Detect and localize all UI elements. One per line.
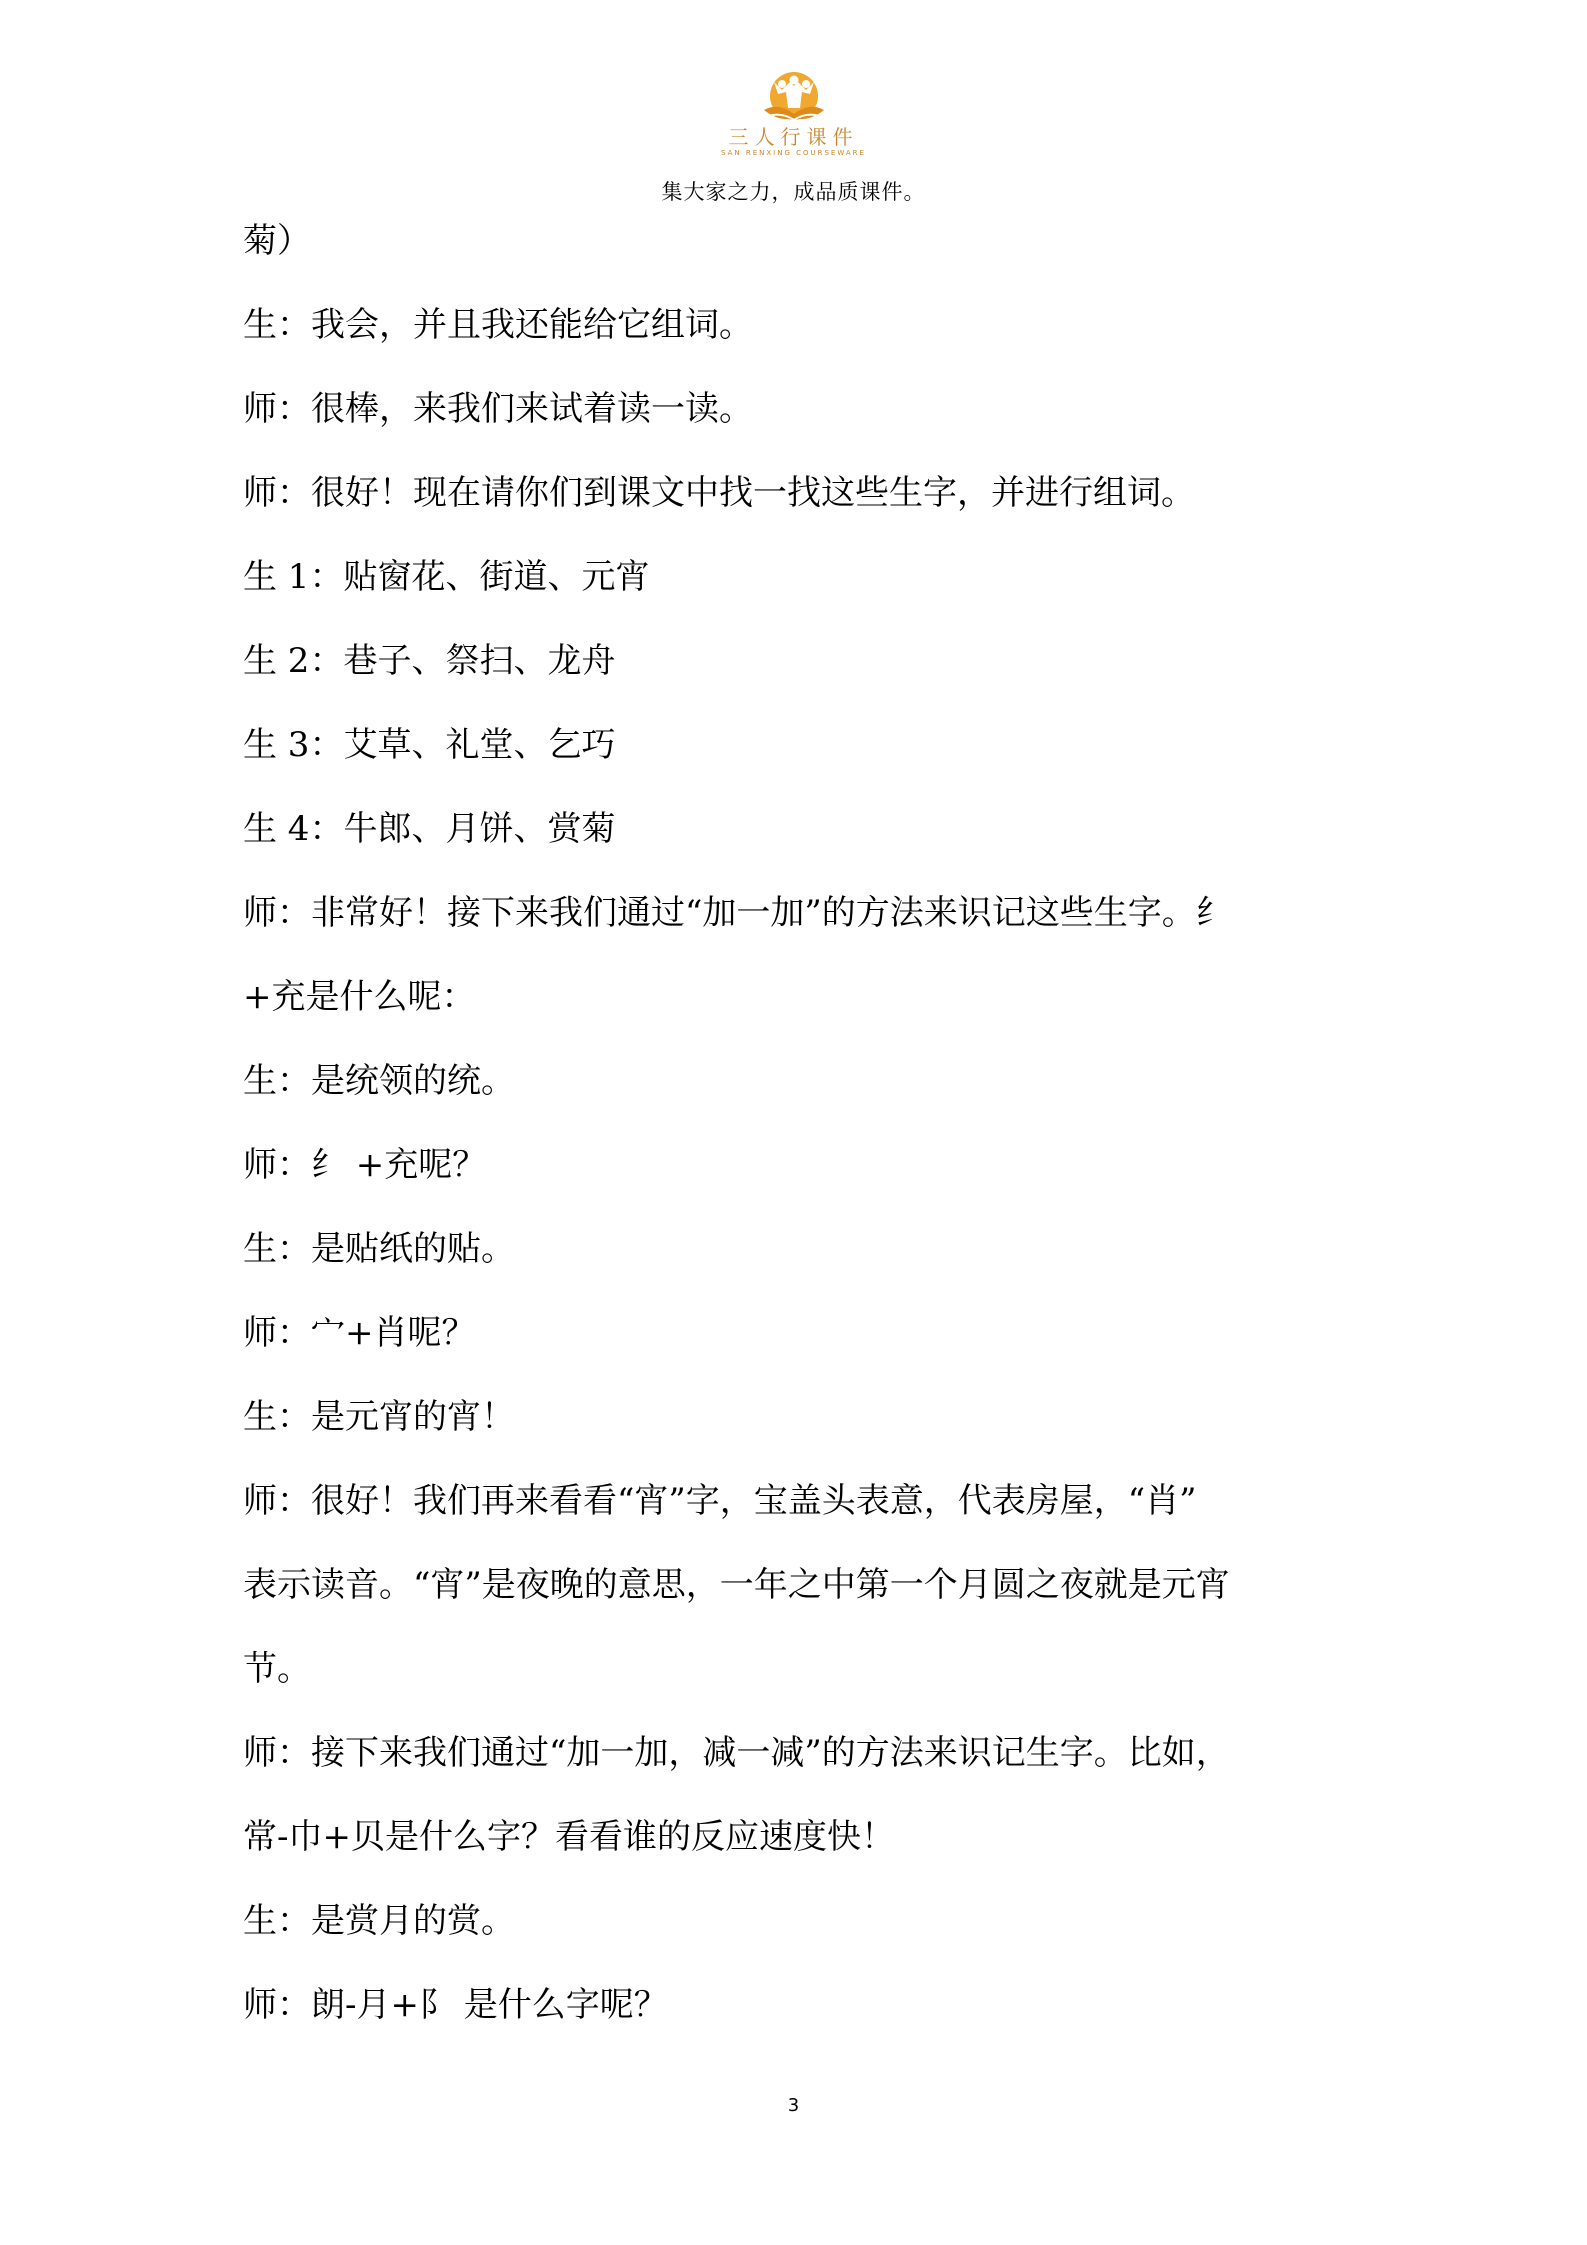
- document-body: [243, 220, 1358, 2068]
- text-line: 师：很棒，来我们来试着读一读。: [243, 389, 753, 429]
- text-line: 师：很好！我们再来看看“宵”字，宝盖头表意，代表房屋，“肖”: [243, 1481, 1197, 1521]
- text-line: 师：朗-月+阝 是什么字呢？: [243, 1985, 668, 2025]
- text-line: 师：非常好！接下来我们通过“加一加”的方法来识记这些生字。纟: [243, 893, 1230, 933]
- text-line: 师：很好！现在请你们到课文中找一找这些生字，并进行组词。: [243, 473, 1195, 513]
- text-line: 生 4：牛郎、月饼、赏菊: [243, 809, 616, 849]
- text-line: 师：宀+肖呢？: [243, 1313, 476, 1353]
- logo-text: 三人行课件: [728, 125, 859, 149]
- text-line: 生 2：巷子、祭扫、龙舟: [243, 641, 616, 681]
- text-line: 生：是元宵的宵！: [243, 1397, 515, 1437]
- logo: [684, 70, 904, 170]
- text-line: +充是什么呢：: [243, 977, 476, 1017]
- text-line: 常-巾+贝是什么字？看看谁的反应速度快！: [243, 1817, 895, 1857]
- text-line: 菊）: [243, 221, 311, 261]
- page-header: [0, 70, 1587, 206]
- logo-icon: [754, 70, 834, 126]
- text-line: 生 1：贴窗花、街道、元宵: [243, 557, 650, 597]
- text-line: 生：是贴纸的贴。: [243, 1229, 515, 1269]
- text-line: 生：是赏月的赏。: [243, 1901, 515, 1941]
- text-line: 表示读音。“宵”是夜晚的意思，一年之中第一个月圆之夜就是元宵: [243, 1565, 1230, 1605]
- page-number: 3: [787, 2095, 800, 2116]
- text-line: 生：是统领的统。: [243, 1061, 515, 1101]
- logo-subtext: SAN RENXING COURSEWARE: [721, 149, 866, 157]
- text-line: 师：纟 +充呢？: [243, 1145, 487, 1185]
- text-line: 节。: [243, 1649, 311, 1689]
- slogan: 集大家之力，成品质课件。: [661, 180, 926, 204]
- text-line: 生：我会，并且我还能给它组词。: [243, 305, 753, 345]
- text-line: 生 3：艾草、礼堂、乞巧: [243, 725, 616, 765]
- text-line: 师：接下来我们通过“加一加，减一减”的方法来识记生字。比如，: [243, 1733, 1230, 1773]
